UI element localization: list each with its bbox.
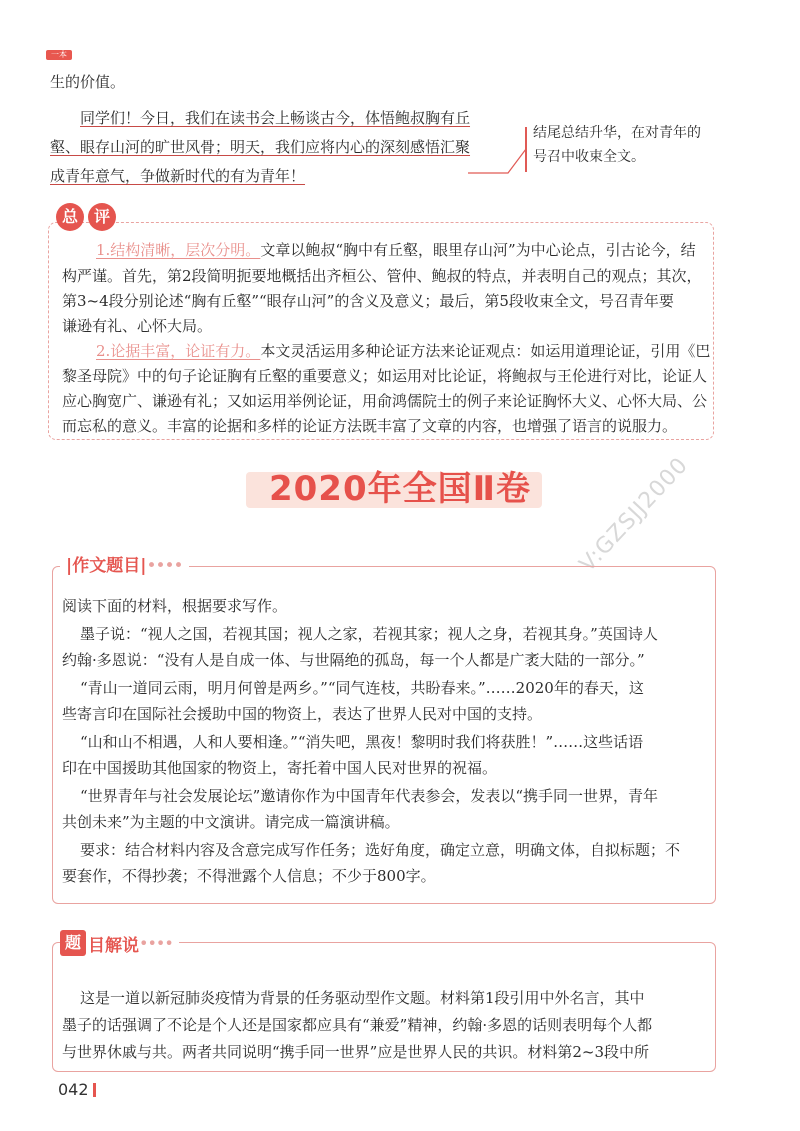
analysis-line: 墨子的话强调了不论是个人还是国家都应具有“兼爱”精神，约翰·多恩的话则表明每个人都 bbox=[62, 1016, 653, 1034]
summary-line: 应心胸宽广、谦逊有礼；又如运用举例论证，用俞鸿儒院士的例子来论证胸怀大义、心怀大局、公 bbox=[62, 392, 708, 410]
section-heading-text: 2020年全国Ⅱ卷 bbox=[268, 469, 532, 509]
summary-title-char: 评 bbox=[88, 203, 116, 231]
prompt-line: “青山一道同云雨，明月何曾是两乡。”“同气连枝，共盼春来。”……2020年的春天，这 bbox=[80, 679, 644, 697]
analysis-label: 题 目解说•••• bbox=[60, 930, 179, 958]
prompt-label-text: 作文题目 bbox=[72, 556, 141, 576]
prompt-line: 墨子说：“视人之国，若视其国；视人之家，若视其家；视人之身，若视其身。”英国诗人 bbox=[80, 625, 658, 643]
margin-note-line: 号召中收束全文。 bbox=[533, 149, 645, 165]
margin-note bbox=[533, 121, 733, 169]
prompt-line: 约翰·多恩说：“没有人是自成一体、与世隔绝的孤岛，每一个人都是广袤大陆的一部分。” bbox=[62, 651, 645, 669]
prompt-line: 印在中国援助其他国家的物资上，寄托着中国人民对世界的祝福。 bbox=[62, 759, 498, 777]
summary-line: 2.论据丰富，论证有力。本文灵活运用多种论证方法来论证观点：如运用道理论证，引用《巴 bbox=[96, 342, 711, 360]
prompt-line: “山和山不相遇，人和人要相逢。”“消失吧，黑夜！黎明时我们将获胜！”……这些话语 bbox=[80, 733, 644, 751]
prompt-line: 些寄言印在国际社会援助中国的物资上，表达了世界人民对中国的支持。 bbox=[62, 705, 543, 723]
analysis-label-first: 题 bbox=[60, 930, 86, 956]
note-marker-bar bbox=[525, 127, 527, 172]
summary-point-label: 2.论据丰富，论证有力。 bbox=[96, 342, 261, 360]
summary-line: 而忘私的意义。丰富的论据和多样的论证方法既丰富了文章的内容，也增强了语言的说服力。 bbox=[62, 417, 678, 435]
prompt-label: |作文题目|•••• bbox=[60, 554, 189, 578]
page-number-bar bbox=[93, 1083, 96, 1097]
summary-line: 谦逊有礼、心怀大局。 bbox=[62, 317, 213, 335]
book-tag: 一本 bbox=[46, 50, 72, 60]
prompt-line: 共创未来”为主题的中文演讲。请完成一篇演讲稿。 bbox=[62, 813, 400, 831]
essay-line: 同学们！今日，我们在读书会上畅谈古今，体悟鲍叔胸有丘 bbox=[80, 109, 471, 127]
margin-note-line: 结尾总结升华，在对青年的 bbox=[533, 125, 701, 141]
analysis-line: 这是一道以新冠肺炎疫情为背景的任务驱动型作文题。材料第1段引用中外名言，其中 bbox=[80, 989, 645, 1007]
prompt-line: 要求：结合材料内容及含意完成写作任务；选好角度，确定立意，明确文体，自拟标题；不 bbox=[80, 841, 681, 859]
essay-line: 壑、眼存山河的旷世风骨；明天，我们应将内心的深刻感悟汇聚 bbox=[50, 138, 471, 156]
analysis-label-text: 目解说 bbox=[88, 935, 139, 956]
summary-line: 黎圣母院》中的句子论证胸有丘壑的重要意义；如运用对比论证，将鲍叔与王伦进行对比，论证人 bbox=[62, 367, 708, 385]
analysis-line: 与世界休戚与共。两者共同说明“携手同一世界”应是世界人民的共识。材料第2~3段中所 bbox=[62, 1043, 649, 1061]
summary-line: 第3~4段分别论述“胸有丘壑”“眼存山河”的含义及意义；最后，第5段收束全文，号召青年要 bbox=[62, 292, 674, 310]
prompt-line: “世界青年与社会发展论坛”邀请你作为中国青年代表参会，发表以“携手同一世界，青年 bbox=[80, 787, 659, 805]
summary-point-label: 1.结构清晰，层次分明。 bbox=[96, 241, 261, 259]
essay-line: 生的价值。 bbox=[50, 73, 126, 91]
prompt-line: 阅读下面的材料，根据要求写作。 bbox=[62, 597, 288, 615]
page-number: 042 bbox=[58, 1080, 89, 1099]
essay-line: 成青年意气，争做新时代的有为青年！ bbox=[50, 167, 306, 185]
summary-title bbox=[56, 203, 126, 237]
summary-line: 1.结构清晰，层次分明。文章以鲍叔“胸中有丘壑，眼里存山河”为中心论点，引古论今，结 bbox=[96, 241, 696, 259]
section-heading bbox=[226, 462, 574, 516]
watermark: V:GZSJJ2000 bbox=[575, 452, 694, 578]
note-connector-line bbox=[468, 145, 528, 175]
prompt-line: 要套作，不得抄袭；不得泄露个人信息；不少于800字。 bbox=[62, 867, 436, 885]
summary-line: 构严谨。首先，第2段简明扼要地概括出齐桓公、管仲、鲍叔的特点，并表明自己的观点；其次， bbox=[62, 267, 702, 285]
summary-title-char: 总 bbox=[56, 203, 84, 231]
